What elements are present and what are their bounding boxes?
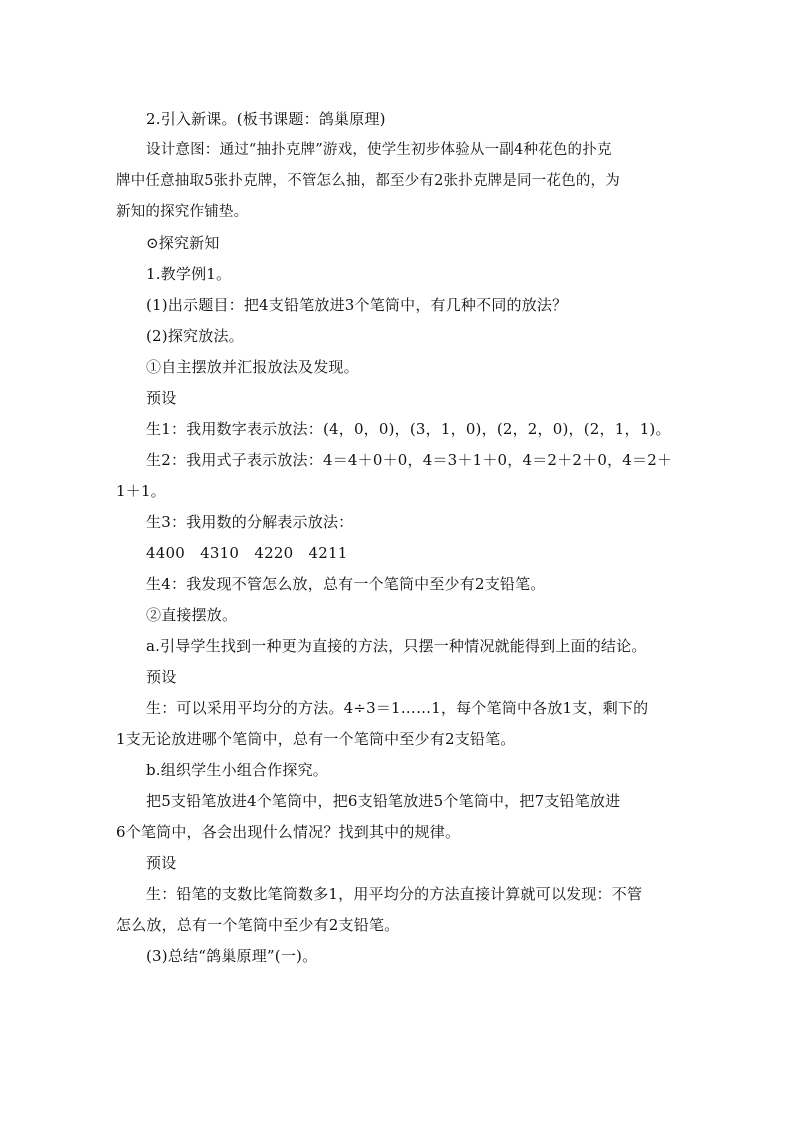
step-2a-text: a.引导学生找到一种更为直接的方法，只摆一种情况就能得到上面的结论。 <box>146 637 647 655</box>
student-answer-average-line-2: 1支无论放进哪个笔筒中，总有一个笔筒中至少有2支铅笔。 <box>116 730 516 748</box>
step-1-heading: ①自主摆放并汇报放法及发现。 <box>146 358 359 376</box>
student-rule-line-1: 生：铅笔的支数比笔筒数多1，用平均分的方法直接计算就可以发现：不管 <box>146 885 643 903</box>
number-decompositions: 4400 4310 4220 4211 <box>146 544 348 562</box>
explore-methods-heading: (2)探究放法。 <box>146 327 244 345</box>
design-intent-line-3: 新知的探究作铺垫。 <box>116 204 249 220</box>
group-task-line-1: 把5支铅笔放进4个笔筒中，把6支铅笔放进5个笔筒中，把7支铅笔放进 <box>146 792 621 810</box>
preset-label: 预设 <box>146 389 177 407</box>
group-task-line-2: 6个笔筒中，各会出现什么情况？找到其中的规律。 <box>116 823 461 841</box>
step-2-heading: ②直接摆放。 <box>146 606 238 624</box>
student-3-answer: 生3：我用数的分解表示放法： <box>146 513 354 531</box>
document-page <box>116 104 676 972</box>
design-intent-line-2: 牌中任意抽取5张扑克牌，不管怎么抽，都至少有2张扑克牌是同一花色的，为 <box>116 173 620 189</box>
summary-heading: (3)总结“鸽巢原理”(一)。 <box>146 947 318 965</box>
student-rule-line-2: 怎么放，总有一个笔筒中至少有2支铅笔。 <box>116 916 400 934</box>
student-2-answer-line-2: 1＋1。 <box>116 482 166 500</box>
student-answer-average-line-1: 生：可以采用平均分的方法。4÷3＝1……1，每个笔筒中各放1支，剩下的 <box>146 699 649 717</box>
section-heading-explore: ⊙探究新知 <box>146 234 220 252</box>
preset-label: 预设 <box>146 668 177 686</box>
example-heading: 1.教学例1。 <box>146 265 232 283</box>
student-4-answer: 生4：我发现不管怎么放，总有一个笔筒中至少有2支铅笔。 <box>146 575 546 593</box>
problem-statement: (1)出示题目：把4支铅笔放进3个笔筒中，有几种不同的放法？ <box>146 296 568 314</box>
student-1-answer: 生1：我用数字表示放法：(4，0，0)，(3，1，0)，(2，2，0)，(2，1，1)。 <box>146 420 671 438</box>
student-2-answer-line-1: 生2：我用式子表示放法：4＝4＋0＋0，4＝3＋1＋0，4＝2＋2＋0，4＝2＋ <box>146 451 673 469</box>
section-heading-new-lesson: 2.引入新课。(板书课题：鸽巢原理) <box>146 110 386 128</box>
preset-label: 预设 <box>146 854 177 872</box>
design-intent-line-1: 设计意图：通过“抽扑克牌”游戏，使学生初步体验从一副4种花色的扑克 <box>146 142 612 158</box>
step-2b-text: b.组织学生小组合作探究。 <box>146 761 328 779</box>
